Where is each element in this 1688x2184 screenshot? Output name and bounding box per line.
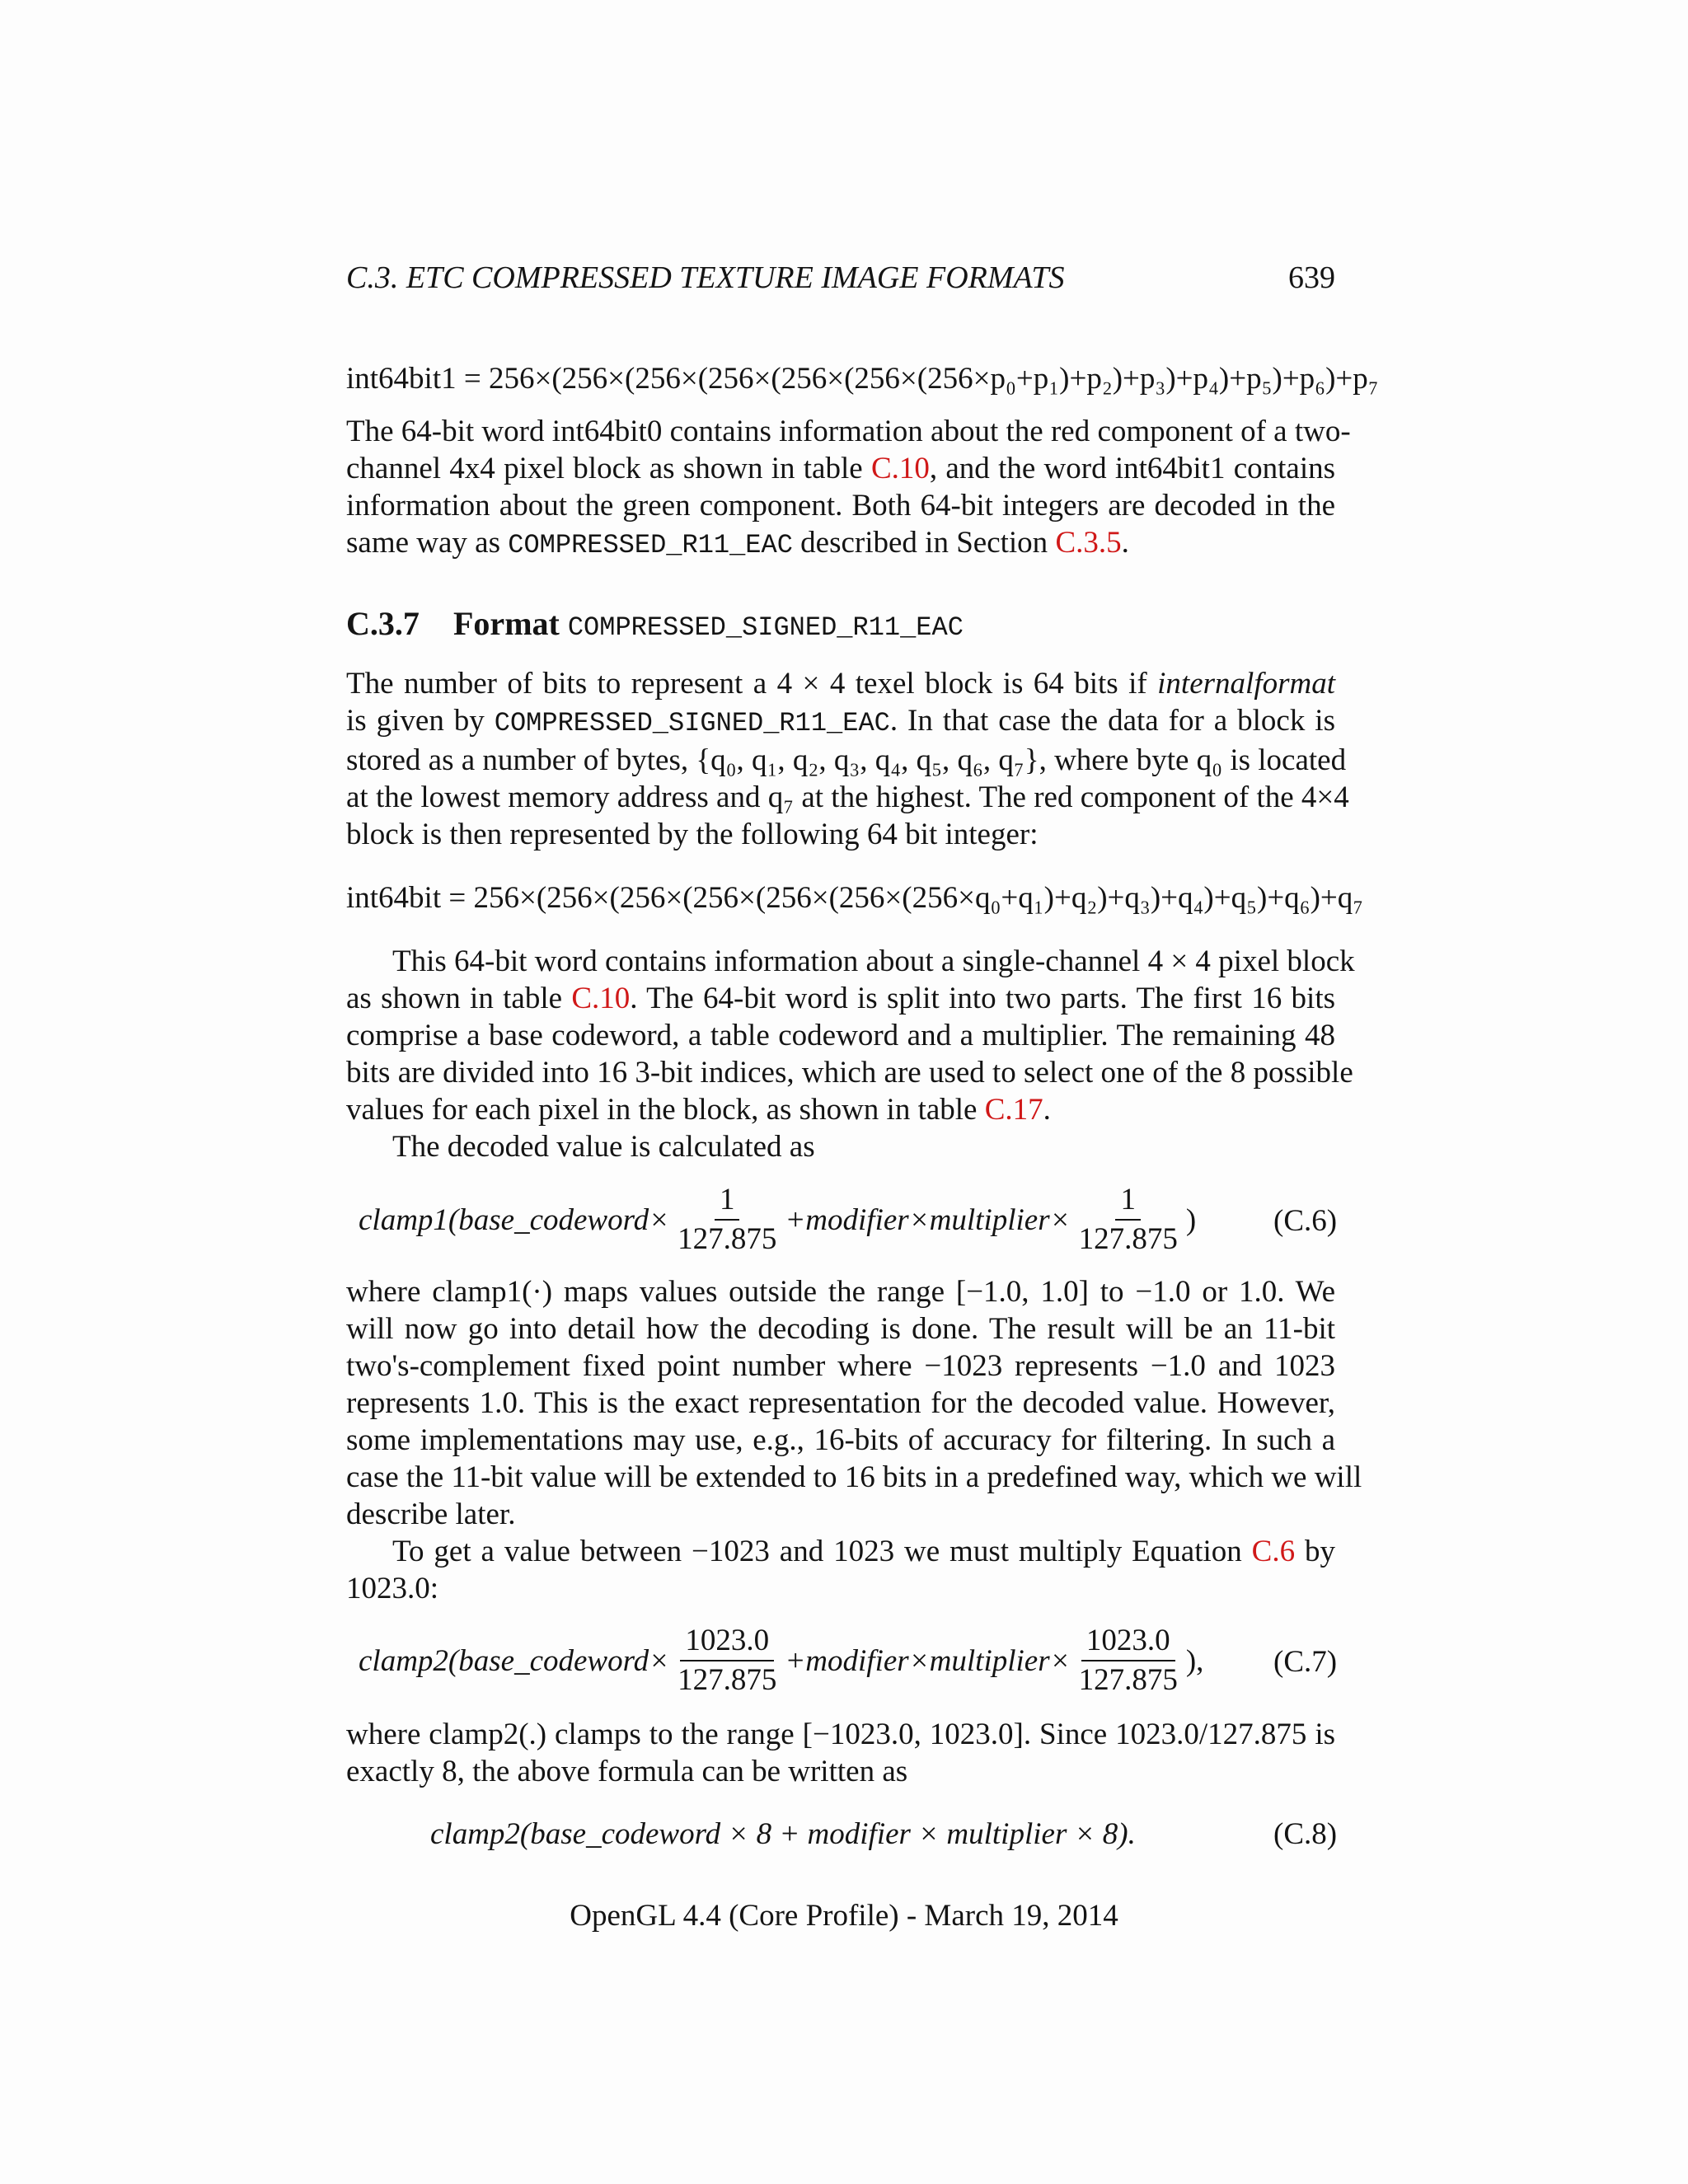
paragraph-word-split: This 64-bit word contains information about a single-channel 4 × 4 pixel block as shown in table C.10. The 64-bit word is split into two parts. The first 16 bits comprise a base codeword, a table codeword and a multiplier. The remaining 48 bits are divided into 16 3-bit indices, which are used to select one of the 8 possible values for each pixel in the block, as shown in table C.17. The decoded value is calculated as: [346, 944, 1355, 1164]
fraction: $\frac{1023.0}{127.875}$: [678, 1624, 777, 1697]
page-number: 639: [1288, 260, 1335, 295]
fraction: $\frac{1023.0}{127.875}$: [1078, 1624, 1178, 1697]
section-number: C.3.7: [346, 605, 420, 642]
equation-c8: clamp2(base_codeword × 8 + modifier × multiplier × 8).: [430, 1817, 1136, 1851]
paragraph-texel-block: The number of bits to represent a 4 × 4 texel block is 64 bits if internalformat is given by COMPRESSED_SIGNED_R11_EAC. In that case the data for a block is stored as a number of bytes, {q₀, q₁, q₂, q₃, q₄, q₅, q₆, q₇}, where byte q₀ is located at the lowest memory address and q₇ at the highest. The red component of the 4×4 block is then represented by the following 64 bit integer:: [346, 667, 1349, 851]
paragraph-clamp1: where clamp1(·) maps values outside the range [−1.0, 1.0] to −1.0 or 1.0. We will now go into detail how the decoding is done. The result will be an 11-bit two's-complement fixed point number where −1023 represents −1.0 and 1023 represents 1.0. This is the exact representation for the decoded value. However, some implementations may use, e.g., 16-bits of accuracy for filtering. In such a case the 11-bit value will be extended to 16 bits in a predefined way, which we will describe later. To get a value between −1023 and 1023 we must multiply Equation C.6 by 1023.0:: [346, 1275, 1362, 1605]
section-code: COMPRESSED_SIGNED_R11_EAC: [567, 612, 964, 643]
fraction: $\frac{1}{127.875}$: [678, 1183, 777, 1256]
running-head-section: C.3. ETC COMPRESSED TEXTURE IMAGE FORMATS: [346, 260, 1065, 295]
section-heading: [346, 604, 964, 643]
equation-int64bit1: int64bit1 = 256×(256×(256×(256×(256×(256×(256×p₀+p₁)+p₂)+p₃)+p₄)+p₅)+p₆)+p₇: [346, 362, 1379, 396]
equation-label-c7: (C.7): [1273, 1645, 1338, 1679]
section-word: Format: [453, 605, 560, 642]
page-footer: OpenGL 4.4 (Core Profile) - March 19, 2014: [570, 1899, 1118, 1933]
paragraph-clamp2: where clamp2(.) clamps to the range [−1023.0, 1023.0]. Since 1023.0/127.875 is exactly 8, the above formula can be written as: [346, 1718, 1335, 1788]
equation-label-c6: (C.6): [1273, 1204, 1338, 1238]
code-compressed-signed-r11-eac: COMPRESSED_SIGNED_R11_EAC: [494, 708, 890, 738]
running-head: [346, 260, 1335, 296]
link-table-c10[interactable]: C.10: [571, 982, 631, 1015]
equation-c7: clamp2(base_codeword× $\frac{1023.0}{127.875}$ +modifier×multiplier× $\frac{1023.0}{127.875}$ ),: [359, 1622, 1203, 1699]
equation-c6: clamp1(base_codeword× $\frac{1}{127.875}$ +modifier×multiplier× $\frac{1}{127.875}$ ): [359, 1181, 1196, 1258]
paragraph-int64bit0: The 64-bit word int64bit0 contains information about the red component of a two- channel 4x4 pixel block as shown in table C.10, and the word int64bit1 contains information about the green component. Both 64-bit integers are decoded in the same way as COMPRESSED_R11_EAC described in Section C.3.5.: [346, 415, 1351, 560]
code-compressed-r11-eac: COMPRESSED_R11_EAC: [508, 530, 793, 560]
equation-label-c8: (C.8): [1273, 1817, 1338, 1851]
fraction: $\frac{1}{127.875}$: [1078, 1183, 1178, 1256]
link-table-c10[interactable]: C.10: [870, 452, 930, 485]
link-section-c35[interactable]: C.3.5: [1055, 526, 1122, 560]
link-equation-c6[interactable]: C.6: [1251, 1535, 1296, 1568]
link-table-c17[interactable]: C.17: [984, 1093, 1043, 1127]
equation-int64bit: int64bit = 256×(256×(256×(256×(256×(256×(256×q₀+q₁)+q₂)+q₃)+q₄)+q₅)+q₆)+q₇: [346, 881, 1364, 915]
